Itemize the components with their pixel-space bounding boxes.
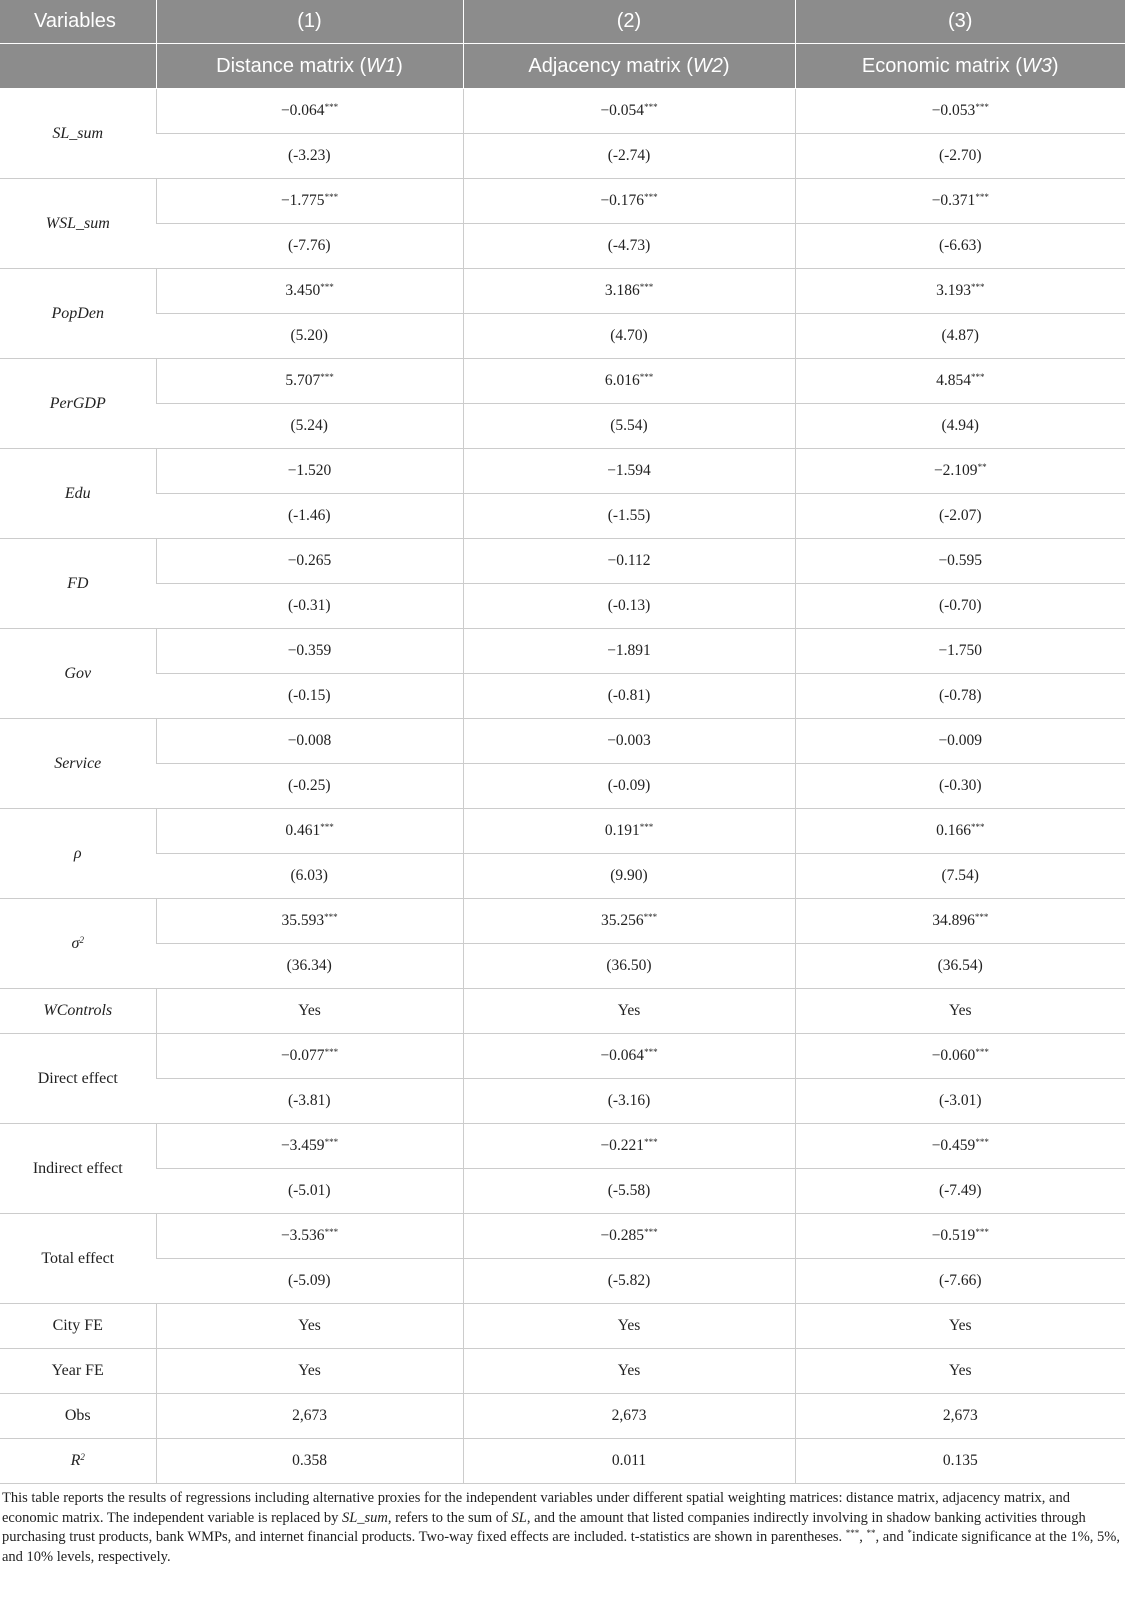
row-label: SL_sum [0,89,156,179]
header-row-numbers [0,0,1125,44]
t-statistic-cell: (-0.31) [156,584,463,629]
coefficient-cell: −0.595 [795,539,1125,584]
coefficient-cell: −0.077*** [156,1034,463,1079]
table-row-tstat [0,944,1125,989]
significance-stars: *** [639,822,654,832]
coefficient-cell: −1.520 [156,449,463,494]
value-cell: Yes [156,989,463,1034]
significance-stars: *** [975,1227,989,1237]
table-row [0,809,1125,854]
t-statistic-cell: (-6.63) [795,224,1125,269]
coefficient-cell: 3.193*** [795,269,1125,314]
table-row [0,449,1125,494]
significance-stars: *** [970,282,985,292]
significance-stars: *** [324,192,339,202]
t-statistic-cell: (-3.23) [156,134,463,179]
table-row [0,989,1125,1034]
coefficient-cell: 0.461*** [156,809,463,854]
t-statistic-cell: (-7.49) [795,1169,1125,1214]
significance-stars: *** [320,282,334,292]
table-row-tstat [0,854,1125,899]
coefficient-cell: −0.054*** [463,89,795,134]
coefficient-cell: −0.371*** [795,179,1125,224]
value-cell: 2,673 [156,1394,463,1439]
coefficient-cell: −0.003 [463,719,795,764]
significance-stars: *** [974,912,989,922]
t-statistic-cell: (-3.81) [156,1079,463,1124]
table-row [0,1394,1125,1439]
significance-stars: *** [324,1227,339,1237]
t-statistic-cell: (-4.73) [463,224,795,269]
t-statistic-cell: (-0.09) [463,764,795,809]
t-statistic-cell: (4.70) [463,314,795,359]
value-cell: 0.135 [795,1439,1125,1484]
significance-stars: *** [320,822,334,832]
coefficient-cell: −0.265 [156,539,463,584]
column-number-3: (3) [795,0,1125,44]
significance-stars: *** [975,102,989,112]
table-row [0,179,1125,224]
value-cell: Yes [463,1349,795,1394]
significance-stars: *** [975,1137,989,1147]
table-row [0,719,1125,764]
table-row [0,1439,1125,1484]
significance-stars: *** [643,912,658,922]
table-row-tstat [0,314,1125,359]
value-cell: Yes [795,1349,1125,1394]
t-statistic-cell: (-7.66) [795,1259,1125,1304]
coefficient-cell: 35.593*** [156,899,463,944]
header-row-names [0,44,1125,89]
coefficient-cell: −2.109** [795,449,1125,494]
t-statistic-cell: (-5.58) [463,1169,795,1214]
variables-header-blank [0,44,156,89]
t-statistic-cell: (4.94) [795,404,1125,449]
value-cell: 0.011 [463,1439,795,1484]
table-body [0,89,1125,1484]
t-statistic-cell: (5.54) [463,404,795,449]
row-label: Gov [0,629,156,719]
table-row-tstat [0,764,1125,809]
row-label: Edu [0,449,156,539]
t-statistic-cell: (-2.07) [795,494,1125,539]
table-row [0,89,1125,134]
table-row [0,1304,1125,1349]
coefficient-cell: 0.166*** [795,809,1125,854]
coefficient-cell: 3.186*** [463,269,795,314]
row-label: City FE [0,1304,156,1349]
coefficient-cell: 35.256*** [463,899,795,944]
row-label: FD [0,539,156,629]
row-label: Direct effect [0,1034,156,1124]
coefficient-cell: −0.112 [463,539,795,584]
value-cell: Yes [795,989,1125,1034]
coefficient-cell: −0.221*** [463,1124,795,1169]
significance-stars: *** [320,372,334,382]
coefficient-cell: −1.594 [463,449,795,494]
t-statistic-cell: (4.87) [795,314,1125,359]
row-label: Service [0,719,156,809]
significance-stars: *** [644,1137,658,1147]
coefficient-cell: −0.176*** [463,179,795,224]
column-number-1: (1) [156,0,463,44]
table-row-tstat [0,674,1125,719]
table-row [0,1349,1125,1394]
coefficient-cell: −1.775*** [156,179,463,224]
row-label: $R^2$ [0,1439,156,1484]
t-statistic-cell: (5.20) [156,314,463,359]
coefficient-cell: −0.009 [795,719,1125,764]
row-label: Year FE [0,1349,156,1394]
coefficient-cell: 34.896*** [795,899,1125,944]
table-row [0,1034,1125,1079]
coefficient-cell: −0.053*** [795,89,1125,134]
coefficient-cell: −0.519*** [795,1214,1125,1259]
significance-stars: *** [324,102,339,112]
significance-stars: *** [644,102,658,112]
table-row [0,899,1125,944]
coefficient-cell: −0.060*** [795,1034,1125,1079]
table-row-tstat [0,1259,1125,1304]
variables-header: Variables [0,0,156,44]
t-statistic-cell: (-2.74) [463,134,795,179]
significance-stars: *** [644,1227,658,1237]
t-statistic-cell: (-0.15) [156,674,463,719]
row-label: WSL_sum [0,179,156,269]
coefficient-cell: −0.064*** [463,1034,795,1079]
column-name-2: Adjacency matrix (W2) [463,44,795,89]
significance-stars: *** [970,372,985,382]
value-cell: 2,673 [463,1394,795,1439]
value-cell: Yes [156,1349,463,1394]
coefficient-cell: −0.359 [156,629,463,674]
coefficient-cell: 5.707*** [156,359,463,404]
value-cell: 2,673 [795,1394,1125,1439]
value-cell: Yes [156,1304,463,1349]
table-row [0,1124,1125,1169]
table-row [0,1214,1125,1259]
table-row-tstat [0,1169,1125,1214]
value-cell: 0.358 [156,1439,463,1484]
significance-stars: *** [975,1047,989,1057]
t-statistic-cell: (36.34) [156,944,463,989]
t-statistic-cell: (-3.16) [463,1079,795,1124]
t-statistic-cell: (9.90) [463,854,795,899]
t-statistic-cell: (-5.01) [156,1169,463,1214]
table-row-tstat [0,494,1125,539]
column-name-1: Distance matrix (W1) [156,44,463,89]
row-label: ρ [0,809,156,899]
t-statistic-cell: (6.03) [156,854,463,899]
t-statistic-cell: (36.50) [463,944,795,989]
t-statistic-cell: (-7.76) [156,224,463,269]
coefficient-cell: 3.450*** [156,269,463,314]
row-label: PopDen [0,269,156,359]
t-statistic-cell: (-5.09) [156,1259,463,1304]
column-number-2: (2) [463,0,795,44]
table-footnote: This table reports the results of regressions including alternative proxies for the independent variables under different spatial weighting matrices: distance matrix, adjacency matrix, and economic matrix. The independent variable is replaced by SL_sum, refers to the sum of SL, and the amount that listed companies indirectly involving in shadow banking activities through purchasing trust products, bank WMPs, and internet financial products. Two-way fixed effects are included. t-statistics are shown in parentheses. ***, **, and *indicate significance at the 1%, 5%, and 10% levels, respectively. [2,1490,1121,1565]
table-row-tstat [0,584,1125,629]
t-statistic-cell: (-1.46) [156,494,463,539]
t-statistic-cell: (-3.01) [795,1079,1125,1124]
coefficient-cell: 6.016*** [463,359,795,404]
significance-stars: ** [977,462,987,472]
value-cell: Yes [463,989,795,1034]
significance-stars: *** [324,1137,339,1147]
coefficient-cell: −3.459*** [156,1124,463,1169]
table-row [0,539,1125,584]
row-label: Total effect [0,1214,156,1304]
coefficient-cell: −3.536*** [156,1214,463,1259]
row-label: PerGDP [0,359,156,449]
significance-stars: *** [324,912,338,922]
table-row-tstat [0,134,1125,179]
column-name-3: Economic matrix (W3) [795,44,1125,89]
coefficient-cell: −1.750 [795,629,1125,674]
t-statistic-cell: (5.24) [156,404,463,449]
t-statistic-cell: (-0.78) [795,674,1125,719]
table-row [0,629,1125,674]
coefficient-cell: −0.008 [156,719,463,764]
table-row-tstat [0,224,1125,269]
coefficient-cell: −1.891 [463,629,795,674]
row-label: Indirect effect [0,1124,156,1214]
t-statistic-cell: (-5.82) [463,1259,795,1304]
table-header [0,0,1125,89]
t-statistic-cell: (-0.25) [156,764,463,809]
significance-stars: *** [644,192,658,202]
t-statistic-cell: (7.54) [795,854,1125,899]
t-statistic-cell: (-0.30) [795,764,1125,809]
t-statistic-cell: (36.54) [795,944,1125,989]
coefficient-cell: 0.191*** [463,809,795,854]
coefficient-cell: 4.854*** [795,359,1125,404]
row-label: WControls [0,989,156,1034]
table-row-tstat [0,1079,1125,1124]
value-cell: Yes [463,1304,795,1349]
value-cell: Yes [795,1304,1125,1349]
significance-stars: *** [324,1047,339,1057]
significance-stars: *** [639,282,654,292]
t-statistic-cell: (-0.13) [463,584,795,629]
t-statistic-cell: (-1.55) [463,494,795,539]
t-statistic-cell: (-2.70) [795,134,1125,179]
table-row [0,359,1125,404]
coefficient-cell: −0.064*** [156,89,463,134]
significance-stars: *** [975,192,989,202]
table-row [0,269,1125,314]
row-label: $\sigma^2$ [0,899,156,989]
significance-stars: *** [970,822,985,832]
table-row-tstat [0,404,1125,449]
t-statistic-cell: (-0.70) [795,584,1125,629]
coefficient-cell: −0.459*** [795,1124,1125,1169]
significance-stars: *** [639,372,654,382]
row-label: Obs [0,1394,156,1439]
significance-stars: *** [644,1047,658,1057]
coefficient-cell: −0.285*** [463,1214,795,1259]
t-statistic-cell: (-0.81) [463,674,795,719]
